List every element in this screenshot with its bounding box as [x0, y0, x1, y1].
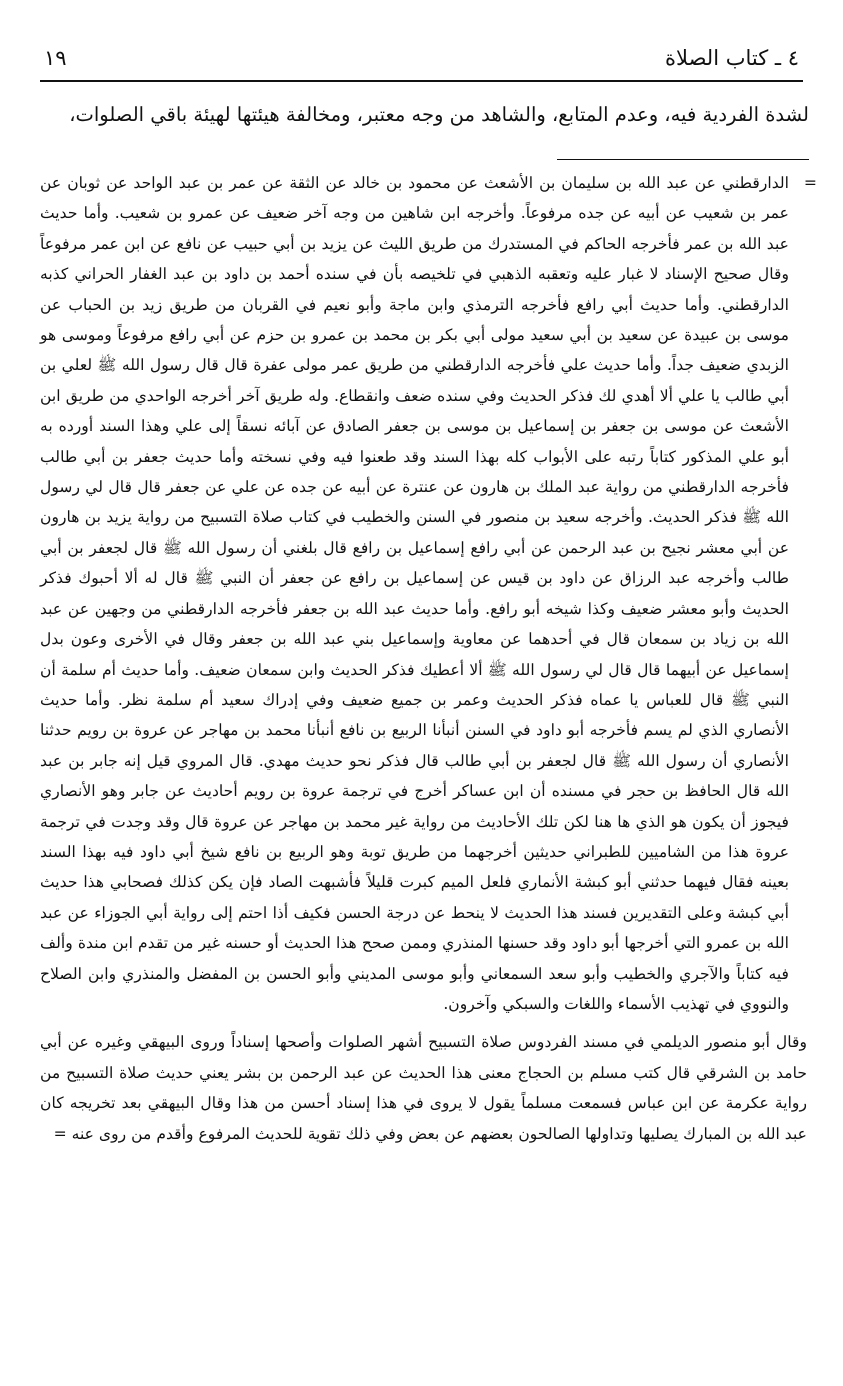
- chapter-title: ٤ ـ كتاب الصلاة: [665, 46, 799, 70]
- footnote: [40, 168, 817, 1149]
- footnote-separator: [557, 159, 809, 160]
- page-number: ١٩: [44, 46, 67, 70]
- main-text: لشدة الفردية فيه، وعدم المتابع، والشاهد من وجه معتبر، ومخالفة هيئتها لهيئة باقي الصلوات،: [69, 103, 809, 126]
- header-rule: [40, 80, 803, 82]
- continuation-mark: =: [803, 174, 817, 192]
- footnote-paragraph-1: الدارقطني عن عبد الله بن سليمان بن الأشعث عن محمود بن خالد عن الثقة عن عمر بن عبد الواحد عن ثوبان عن عمر بن شعيب عن أبيه عن جده مرفوعاً. وأخرجه ابن شاهين من وجه آخر ضعيف عن عمرو بن شعيب. وأما حديث عبد الله بن عمر فأخرجه الحاكم في المستدرك من طريق الليث عن يزيد بن أبي حبيب عن نافع عن ابن عمر مرفوعاً وقال صحيح الإسناد لا غبار عليه وتعقبه الذهبي في تلخيصه بأن في سنده أحمد بن داود بن عبد الغفار الحراني كذبه الدارقطني. وأما حديث أبي رافع فأخرجه الترمذي وابن ماجة وأبو نعيم في القربان من طريق زيد بن الحباب عن موسى بن عبيدة عن سعيد بن أبي سعيد مولى أبي بكر بن محمد بن عمرو بن حزم عن أبي رافع مرفوعاً وموسى هو الزبدي ضعيف جداً. وأما حديث علي فأخرجه الدارقطني من طريق عمر مولى عفرة قال قال رسول الله ﷺ لعلي بن أبي طالب يا علي ألا أهدي لك فذكر الحديث وفي سنده ضعف وانقطاع. وله طريق آخر أخرجه الواحدي من طريق ابن الأشعث عن موسى بن جعفر بن إسماعيل بن موسى بن جعفر الصادق عن آبائه نسقاً إلى علي وهذا السند أورده به أبو علي المذكور كتاباً رتبه على الأبواب كله بهذا السند وقد طعنوا فيه وفي نسخته وأما حديث جعفر بن أبي طالب فأخرجه الدارقطني من رواية عبد الملك بن هارون عن عنترة عن أبيه عن جده عن علي عن جعفر قال قال لي رسول الله ﷺ فذكر الحديث. وأخرجه سعيد بن منصور في السنن والخطيب في كتاب صلاة التسبيح من رواية يزيد بن هارون عن أبي معشر نجيح بن عبد الرحمن عن أبي رافع إسماعيل بن رافع قال بلغني أن رسول الله ﷺ قال لجعفر بن أبي طالب وأخرجه عبد الرزاق عن داود بن قيس عن إسماعيل بن رافع عن جعفر أن النبي ﷺ قال له ألا أحبوك فذكر الحديث وأبو معشر ضعيف وكذا شيخه أبو رافع. وأما حديث عبد الله بن جعفر فأخرجه الدارقطني من وجهين عن عبد الله بن زياد بن سمعان قال في أحدهما عن معاوية وإسماعيل بني عبد الله بن جعفر وقال في الأخرى وعون بدل إسماعيل عن أبيهما قال قال لي رسول الله ﷺ ألا أعطيك فذكر الحديث وابن سمعان ضعيف. وأما حديث أم سلمة أن النبي ﷺ قال للعباس يا عماه فذكر الحديث وعمر بن جميع ضعيف وفي إدراك سعيد أم سلمة نظر. وأما حديث الأنصاري الذي لم يسم فأخرجه أبو داود في السنن أنبأنا الربيع بن نافع أنبأنا محمد بن مهاجر عن عروة بن رويم حدثنا الأنصاري أن رسول الله ﷺ قال لجعفر بن أبي طالب قال فذكر نحو حديث مهدي. قال المروي قيل إنه جابر بن عبد الله قال الحافظ بن حجر في مسنده أن ابن عساكر أخرج في ترجمة عروة بن رويم أحاديث عن جابر وهو الأنصاري فيجوز أن يكون هو الذي ها هنا لكن تلك الأحاديث من رواية غير محمد بن مهاجر عن عروة قال وقد وجدت في ترجمة عروة هذا من الشاميين للطبراني حديثين أخرجهما من طريق توبة وهو الربيع بن نافع شيخ أبي داود فيه بهذا السند بعينه فقال فيهما حدثني أبو كبشة الأنماري فلعل الميم كبرت قليلاً فأشبهت الصاد فإن يكن كذلك فصحابي هذا حديث أبي كبشة وعلى التقديرين فسند هذا الحديث لا ينحط عن درجة الحسن فكيف أذا احتم إلى رواية أبي الجوزاء عن عبد الله بن عمرو التي أخرجها أبو داود وقد حسنها المنذري وممن صحح هذا الحديث أو حسنه غير من تقدم ابن مندة وألف فيه كتاباً والآجري والخطيب وأبو سعد السمعاني وأبو موسى المديني وأبو الحسن بن المفضل والمنذري وابن الصلاح والنووي في تهذيب الأسماء واللغات والسبكي وآخرون.: [40, 174, 789, 1013]
- running-header: [40, 46, 803, 82]
- footnote-paragraph-2: [40, 1027, 817, 1149]
- footnote-paragraph-2-text: وقال أبو منصور الديلمي في مسند الفردوس صلاة التسبيح أشهر الصلوات وأصحها إسناداً وروى البيهقي وغيره عن أبي حامد بن الشرقي قال كتب مسلم بن الحجاج معنى هذا الحديث عن عبد الرحمن بن بشر يعني حديث صلاة التسبيح من رواية عكرمة عن ابن عباس فسمعت مسلماً يقول لا يروى في هذا إسناد أحسن من هذا وقال البيهقي بعد تخريجه كان عبد الله بن المبارك يصليها وتداولها الصالحون بعضهم عن بعض وفي ذلك تقوية للحديث المرفوع وأقدم من روى عنه: [40, 1033, 807, 1143]
- continuation-end-mark: =: [53, 1124, 67, 1143]
